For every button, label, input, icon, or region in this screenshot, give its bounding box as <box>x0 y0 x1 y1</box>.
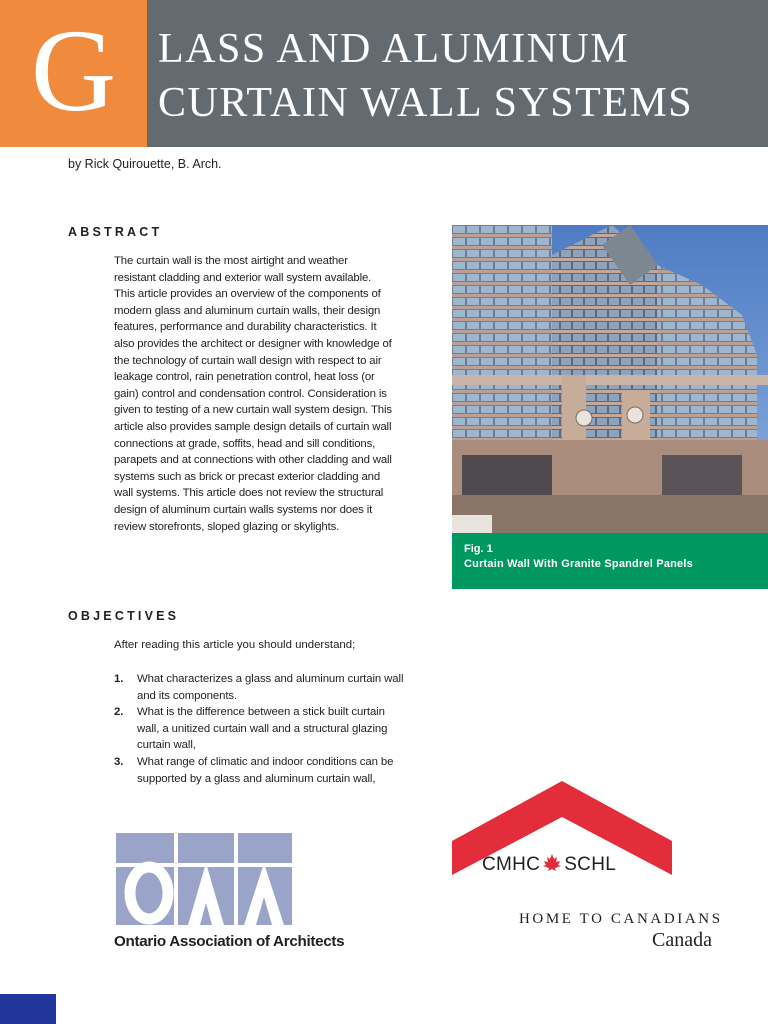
byline: by Rick Quirouette, B. Arch. <box>68 157 222 171</box>
maple-leaf-icon <box>542 854 562 872</box>
objective-number: 3. <box>114 755 124 768</box>
title-line-1: LASS AND ALUMINUM <box>158 26 630 72</box>
title-line-2: CURTAIN WALL SYSTEMS <box>158 80 694 126</box>
abstract-body: The curtain wall is the most airtight and weather resistant cladding and exterior wall system available. This article provides an overview of the components of modern glass and aluminum curtain walls, their design features, performance and durability characteristics. It also provides the architect or designer with knowledge of the technology of curtain wall design with respect to air leakage control, rain penetration control, heat loss (or gain) control and condensation control. Consideration is given to testing of a new curtain wall system design. This article also provides sample design details of curtain wall connections at grade, soffits, head and sill conditions, parapets and at connections with other cladding and wall systems such as brick or precast exterior cladding and wall systems. This article does not review the structural design of aluminum curtain walls systems nor does it review storefronts, sloped glazing or skylights. <box>114 255 392 533</box>
corner-color-block <box>0 994 56 1024</box>
figure-caption <box>452 533 768 589</box>
objective-text: What is the difference between a stick built curtain wall, a unitized curtain wall and a structural glazing curtain wall, <box>137 706 388 752</box>
cmhc-text: CMHC <box>482 854 541 875</box>
objective-text: What range of climatic and indoor conditions can be supported by a glass and aluminum curtain wall, <box>137 755 394 785</box>
objective-number: 1. <box>114 673 124 685</box>
objectives-intro: After reading this article you should understand; <box>114 639 356 651</box>
objective-item <box>114 704 404 754</box>
title-banner <box>147 0 768 147</box>
canada-wordmark: Canada <box>652 929 712 951</box>
objectives-list <box>114 671 404 787</box>
oaa-name: Ontario Association of Architects <box>114 933 345 950</box>
oaa-logo <box>116 833 292 925</box>
objectives-heading: OBJECTIVES <box>68 609 180 623</box>
figure-caption-text: Curtain Wall With Granite Spandrel Panels <box>464 558 693 570</box>
building-photo <box>452 225 768 533</box>
objective-text: What characterizes a glass and aluminum curtain wall and its components. <box>137 673 404 702</box>
objective-item <box>114 671 404 704</box>
schl-text: SCHL <box>564 854 617 875</box>
objective-item <box>114 754 404 787</box>
objective-number: 2. <box>114 706 124 719</box>
abstract-heading: ABSTRACT <box>68 225 163 239</box>
cmhc-tagline: HOME TO CANADIANS <box>519 911 723 927</box>
figure-label: Fig. 1 <box>464 543 493 555</box>
drop-cap: G <box>0 0 147 147</box>
cmhc-schl-wordmark <box>482 854 616 874</box>
